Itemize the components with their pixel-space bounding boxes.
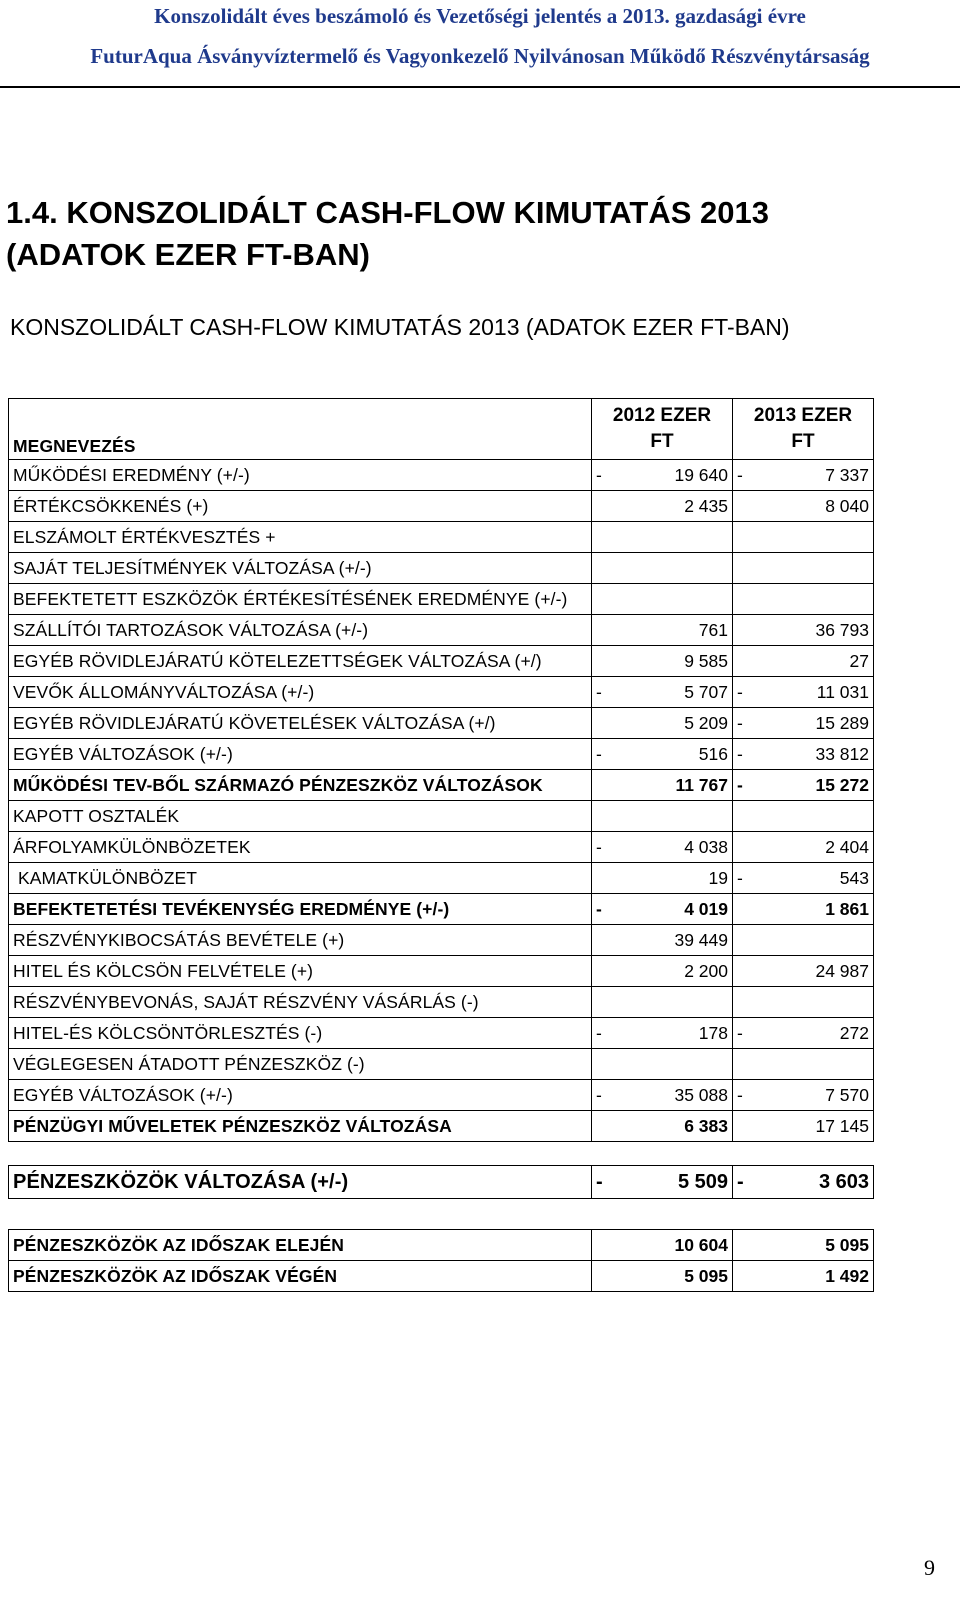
sign-2013: [733, 987, 754, 1018]
table-row: [9, 987, 874, 1018]
sign-2012: -: [592, 677, 613, 708]
sign-2012: [592, 1261, 613, 1292]
sign-2013: [733, 801, 754, 832]
table-row: [9, 708, 874, 739]
section-heading-line1: 1.4. KONSZOLIDÁLT CASH-FLOW KIMUTATÁS 2013: [6, 195, 769, 230]
value-2012: 35 088: [612, 1080, 733, 1111]
table-row: [9, 646, 874, 677]
value-2013: 543: [753, 863, 874, 894]
value-2012: 761: [612, 615, 733, 646]
cash-closing-row: [9, 1261, 874, 1292]
value-2013: 272: [753, 1018, 874, 1049]
sign-2012: [592, 553, 613, 584]
sign-2013: -: [733, 1166, 754, 1199]
sign-2013: -: [733, 1018, 754, 1049]
value-2013: 24 987: [753, 956, 874, 987]
sign-2013: [733, 1230, 754, 1261]
row-label: RÉSZVÉNYBEVONÁS, SAJÁT RÉSZVÉNY VÁSÁRLÁS (-): [9, 987, 592, 1018]
sign-2013: [733, 1049, 754, 1080]
table-row: [9, 739, 874, 770]
sign-2012: -: [592, 832, 613, 863]
value-2012: 11 767: [612, 770, 733, 801]
value-2013: 15 272: [753, 770, 874, 801]
column-header-2012: [592, 399, 733, 460]
value-2013: 36 793: [753, 615, 874, 646]
value-2013: 15 289: [753, 708, 874, 739]
sign-2012: [592, 801, 613, 832]
sign-2013: [733, 832, 754, 863]
table-row: [9, 956, 874, 987]
sign-2013: [733, 956, 754, 987]
sign-2012: [592, 708, 613, 739]
value-2012: 39 449: [612, 925, 733, 956]
table-row: [9, 460, 874, 491]
sign-2012: -: [592, 1080, 613, 1111]
sign-2012: -: [592, 460, 613, 491]
table-row: [9, 1018, 874, 1049]
value-2012: 5 209: [612, 708, 733, 739]
value-2013: 1 861: [753, 894, 874, 925]
cash-opening-row: [9, 1230, 874, 1261]
value-2012: 2 200: [612, 956, 733, 987]
row-label: KAPOTT OSZTALÉK: [9, 801, 592, 832]
row-label: PÉNZESZKÖZÖK VÁLTOZÁSA (+/-): [9, 1166, 592, 1199]
column-header-2013-line2: FT: [791, 431, 815, 452]
value-2012: 5 095: [612, 1261, 733, 1292]
value-2013: [753, 522, 874, 553]
page-header: [0, 0, 960, 88]
row-label: RÉSZVÉNYKIBOCSÁTÁS BEVÉTELE (+): [9, 925, 592, 956]
value-2012: 178: [612, 1018, 733, 1049]
row-label: VÉGLEGESEN ÁTADOTT PÉNZESZKÖZ (-): [9, 1049, 592, 1080]
column-header-2012-line2: FT: [650, 431, 674, 452]
value-2013: [753, 553, 874, 584]
sign-2012: [592, 1049, 613, 1080]
value-2012: 5 707: [612, 677, 733, 708]
value-2013: 7 570: [753, 1080, 874, 1111]
company-name: FuturAqua Ásványvíztermelő és Vagyonkezelő Nyilvánosan Működő Részvénytársaság: [90, 44, 870, 68]
column-header-2013: [733, 399, 874, 460]
section-heading: [6, 192, 906, 276]
value-2012: [612, 1049, 733, 1080]
row-label: ÉRTÉKCSÖKKENÉS (+): [9, 491, 592, 522]
value-2013: [753, 801, 874, 832]
table-row: [9, 491, 874, 522]
sign-2013: [733, 553, 754, 584]
row-label: VEVŐK ÁLLOMÁNYVÁLTOZÁSA (+/-): [9, 677, 592, 708]
sign-2013: [733, 1261, 754, 1292]
row-label: BEFEKTETETÉSI TEVÉKENYSÉG EREDMÉNYE (+/-): [9, 894, 592, 925]
sign-2013: [733, 646, 754, 677]
table-row: [9, 801, 874, 832]
sign-2013: -: [733, 460, 754, 491]
table-row: [9, 522, 874, 553]
value-2013: 27: [753, 646, 874, 677]
value-2012: [612, 553, 733, 584]
value-2012: [612, 522, 733, 553]
sign-2012: [592, 770, 613, 801]
sign-2012: [592, 615, 613, 646]
value-2012: 10 604: [612, 1230, 733, 1261]
table-row: [9, 1080, 874, 1111]
sign-2012: -: [592, 1018, 613, 1049]
sign-2012: -: [592, 1166, 613, 1199]
column-header-name: MEGNEVEZÉS: [9, 399, 592, 460]
value-2012: [612, 987, 733, 1018]
value-2013: 8 040: [753, 491, 874, 522]
table-header-row: [9, 399, 874, 460]
cash-balance-table: [8, 1229, 874, 1292]
sign-2013: [733, 584, 754, 615]
sign-2013: [733, 894, 754, 925]
table-row: [9, 863, 874, 894]
row-label: MŰKÖDÉSI TEV-BŐL SZÁRMAZÓ PÉNZESZKÖZ VÁLTOZÁSOK: [9, 770, 592, 801]
value-2013: [753, 1049, 874, 1080]
row-label: ELSZÁMOLT ÉRTÉKVESZTÉS +: [9, 522, 592, 553]
value-2013: 7 337: [753, 460, 874, 491]
sign-2013: -: [733, 863, 754, 894]
row-label: EGYÉB RÖVIDLEJÁRATÚ KÖTELEZETTSÉGEK VÁLTOZÁSA (+/): [9, 646, 592, 677]
table-row: [9, 1111, 874, 1142]
value-2012: 2 435: [612, 491, 733, 522]
row-label: EGYÉB VÁLTOZÁSOK (+/-): [9, 1080, 592, 1111]
sign-2012: [592, 956, 613, 987]
table-row: [9, 925, 874, 956]
sign-2013: [733, 522, 754, 553]
column-header-2013-line1: 2013 EZER: [753, 405, 853, 426]
sign-2013: -: [733, 1080, 754, 1111]
sign-2012: [592, 925, 613, 956]
sign-2013: -: [733, 708, 754, 739]
total-row: [9, 1166, 874, 1199]
value-2013: 11 031: [753, 677, 874, 708]
table-row: [9, 677, 874, 708]
cash-flow-table: [8, 398, 874, 1142]
value-2012: [612, 584, 733, 615]
value-2012: 4 019: [612, 894, 733, 925]
value-2012: 6 383: [612, 1111, 733, 1142]
table-row: [9, 894, 874, 925]
value-2012: 19 640: [612, 460, 733, 491]
column-header-2012-line1: 2012 EZER: [612, 405, 712, 426]
row-label: PÉNZESZKÖZÖK AZ IDŐSZAK VÉGÉN: [9, 1261, 592, 1292]
section-heading-line2: (ADATOK EZER FT-BAN): [6, 237, 370, 272]
page-number: 9: [924, 1555, 935, 1580]
row-label: EGYÉB RÖVIDLEJÁRATÚ KÖVETELÉSEK VÁLTOZÁSA (+/): [9, 708, 592, 739]
cash-change-total-table: [8, 1165, 874, 1199]
row-label: PÉNZÜGYI MŰVELETEK PÉNZESZKÖZ VÁLTOZÁSA: [9, 1111, 592, 1142]
sign-2012: -: [592, 739, 613, 770]
value-2013: 1 492: [753, 1261, 874, 1292]
sign-2013: -: [733, 770, 754, 801]
table-row: [9, 832, 874, 863]
row-label: SAJÁT TELJESÍTMÉNYEK VÁLTOZÁSA (+/-): [9, 553, 592, 584]
row-label: PÉNZESZKÖZÖK AZ IDŐSZAK ELEJÉN: [9, 1230, 592, 1261]
row-label: SZÁLLÍTÓI TARTOZÁSOK VÁLTOZÁSA (+/-): [9, 615, 592, 646]
value-2012: 19: [612, 863, 733, 894]
value-2013: 5 095: [753, 1230, 874, 1261]
row-label: ÁRFOLYAMKÜLÖNBÖZETEK: [9, 832, 592, 863]
value-2013: [753, 987, 874, 1018]
value-2013: 33 812: [753, 739, 874, 770]
value-2013: 17 145: [753, 1111, 874, 1142]
table-row: [9, 1049, 874, 1080]
sign-2013: [733, 925, 754, 956]
row-label: MŰKÖDÉSI EREDMÉNY (+/-): [9, 460, 592, 491]
sign-2012: [592, 1111, 613, 1142]
value-2012: 5 509: [612, 1166, 733, 1199]
value-2012: 4 038: [612, 832, 733, 863]
sign-2013: -: [733, 677, 754, 708]
sign-2012: [592, 584, 613, 615]
sign-2012: [592, 646, 613, 677]
sign-2013: [733, 615, 754, 646]
row-label: HITEL ÉS KÖLCSÖN FELVÉTELE (+): [9, 956, 592, 987]
sign-2013: -: [733, 739, 754, 770]
row-label: EGYÉB VÁLTOZÁSOK (+/-): [9, 739, 592, 770]
value-2013: 3 603: [753, 1166, 874, 1199]
report-title: Konszolidált éves beszámoló és Vezetőségi jelentés a 2013. gazdasági évre: [154, 4, 806, 28]
value-2012: [612, 801, 733, 832]
value-2013: 2 404: [753, 832, 874, 863]
row-label: HITEL-ÉS KÖLCSÖNTÖRLESZTÉS (-): [9, 1018, 592, 1049]
table-row: [9, 584, 874, 615]
sign-2012: [592, 491, 613, 522]
sign-2012: [592, 522, 613, 553]
table-caption: KONSZOLIDÁLT CASH-FLOW KIMUTATÁS 2013 (ADATOK EZER FT-BAN): [10, 314, 790, 340]
row-label: KAMATKÜLÖNBÖZET: [9, 863, 592, 894]
table-row: [9, 615, 874, 646]
table-row: [9, 553, 874, 584]
value-2012: 9 585: [612, 646, 733, 677]
sign-2012: [592, 1230, 613, 1261]
sign-2012: [592, 987, 613, 1018]
sign-2013: [733, 491, 754, 522]
value-2013: [753, 925, 874, 956]
row-label: BEFEKTETETT ESZKÖZÖK ÉRTÉKESÍTÉSÉNEK EREDMÉNYE (+/-): [9, 584, 592, 615]
value-2012: 516: [612, 739, 733, 770]
value-2013: [753, 584, 874, 615]
sign-2012: -: [592, 894, 613, 925]
sign-2013: [733, 1111, 754, 1142]
table-row: [9, 770, 874, 801]
sign-2012: [592, 863, 613, 894]
